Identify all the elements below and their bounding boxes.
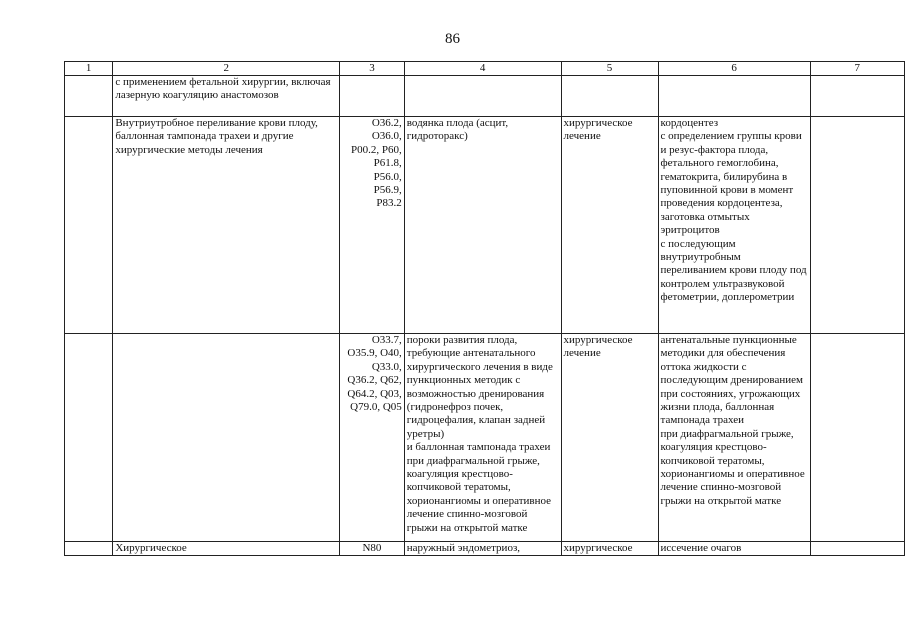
cost-cell xyxy=(810,542,904,556)
treatment-method-cell: антенатальные пункционные методики для обеспечения оттока жидкости с последующим дренированием при состояниях, угрожающих жизни плода, баллонная тампонада трахеи при диафрагмальной грыже, коагуляция крестцово-копчиковой тератомы, хорионангиомы и оперативное лечение спинно-мозговой грыжи на открытой матке xyxy=(658,334,810,542)
icd-codes-cell: O33.7, O35.9, O40, Q33.0, Q36.2, Q62, Q64.2, Q03, Q79.0, Q05 xyxy=(340,334,405,542)
column-header: 2 xyxy=(113,62,340,76)
column-header: 4 xyxy=(404,62,561,76)
diagnosis-cell xyxy=(404,76,561,117)
diagnosis-cell: пороки развития плода, требующие антенатального хирургического лечения в виде пункционных методик с возможностью дренирования (гидронефроз почек, гидроцефалия, клапан задней уретры) и баллонная тампонада трахеи при диафрагмальной грыже, коагуляция крестцово-копчиковой тератомы, хорионангиомы и оперативное лечение спинно-мозговой грыжи на открытой матке xyxy=(404,334,561,542)
column-header: 3 xyxy=(340,62,405,76)
treatment-method-cell: иссечение очагов xyxy=(658,542,810,556)
diagnosis-cell: наружный эндометриоз, xyxy=(404,542,561,556)
cost-cell xyxy=(810,334,904,542)
treatment-method-cell xyxy=(658,76,810,117)
method-cell: Хирургическое xyxy=(113,542,340,556)
treatment-type-cell xyxy=(561,76,658,117)
icd-codes-cell: N80 xyxy=(340,542,405,556)
table-header-row xyxy=(65,62,905,76)
method-cell xyxy=(113,334,340,542)
column-header: 1 xyxy=(65,62,113,76)
treatment-type-cell: хирургическое лечение xyxy=(561,334,658,542)
method-cell: с применением фетальной хирургии, включая лазерную коагуляцию анастомозов xyxy=(113,76,340,117)
treatment-method-cell: кордоцентез с определением группы крови и резус-фактора плода, фетального гемоглобина, гематокрита, билирубина в пуповинной крови в момент проведения кордоцентеза, заготовка отмытых эритроцитов с последующим внутриутробным переливанием крови плоду под контролем ультразвуковой фетометрии, доплерометрии xyxy=(658,117,810,334)
diagnosis-cell: водянка плода (асцит, гидроторакс) xyxy=(404,117,561,334)
procedures-table xyxy=(64,61,905,556)
page-number: 86 xyxy=(445,31,460,47)
column-header: 7 xyxy=(810,62,904,76)
cost-cell xyxy=(810,76,904,117)
table-row xyxy=(65,117,905,334)
column-header: 6 xyxy=(658,62,810,76)
treatment-type-cell: хирургическое лечение xyxy=(561,117,658,334)
number-cell xyxy=(65,76,113,117)
icd-codes-cell xyxy=(340,76,405,117)
cost-cell xyxy=(810,117,904,334)
method-cell: Внутриутробное переливание крови плоду, баллонная тампонада трахеи и другие хирургические методы лечения xyxy=(113,117,340,334)
number-cell xyxy=(65,542,113,556)
number-cell xyxy=(65,334,113,542)
table-row xyxy=(65,334,905,542)
treatment-type-cell: хирургическое xyxy=(561,542,658,556)
table-row xyxy=(65,76,905,117)
table-row xyxy=(65,542,905,556)
number-cell xyxy=(65,117,113,334)
icd-codes-cell: O36.2, O36.0, P00.2, P60, P61.8, P56.0, P56.9, P83.2 xyxy=(340,117,405,334)
column-header: 5 xyxy=(561,62,658,76)
